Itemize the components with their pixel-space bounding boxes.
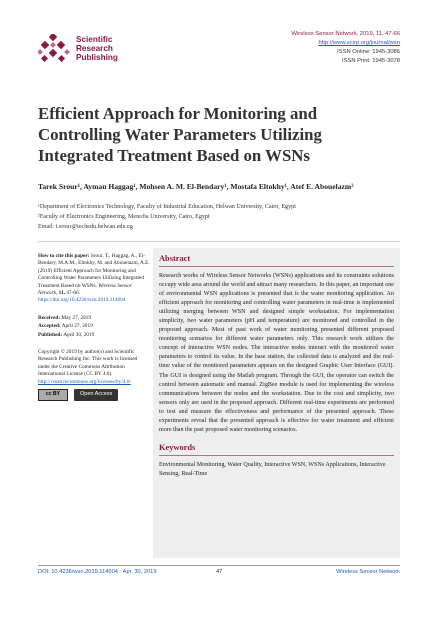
published-row [38, 332, 150, 339]
cc-license-link[interactable]: http://creativecommons.org/licenses/by/4.0/ [38, 378, 131, 385]
abstract-divider [159, 266, 394, 267]
journal-meta [292, 30, 400, 66]
title-line-2: Controlling Water Parameters Utilizing [38, 125, 322, 144]
title-line-1: Efficient Approach for Monitoring and [38, 104, 318, 123]
footer-doi[interactable]: DOI: 10.4236/wsn.2019.114004 [38, 569, 118, 575]
cite-text: Srour, T., Haggag, A., El-Bendary, M.A.M., Eltokhy, M. and Abouelazm, A.E. (2019) Efficient Approach for Monitoring and Controlling Water Parameters Utilizing Integrated Treatment Based on WSNs. [38, 253, 150, 289]
keywords-divider [159, 455, 394, 456]
affiliations [38, 202, 398, 232]
cite-pages: 47-66. [66, 290, 80, 297]
abstract-box [153, 248, 400, 558]
footer-divider [38, 565, 400, 566]
author-list: Tarek Srour¹, Ayman Haggag¹, Mohsen A. M. El-Bendary¹, Mostafa Eltokhy¹, Atef E. Abouelazm² [38, 182, 354, 191]
affiliation-2: ²Faculty of Electronics Engineering, Menofia University, Cairo, Egypt [38, 214, 210, 220]
cite-doi-link[interactable]: https://doi.org/10.4236/wsn.2019.114004 [38, 297, 126, 304]
publisher-line-3: Publishing [76, 53, 118, 63]
publisher-logo[interactable] [38, 30, 168, 70]
header-divider [38, 241, 400, 242]
accepted-date: April 27, 2019 [61, 323, 93, 330]
issn-print: ISSN Print: 1945-3078 [341, 58, 400, 64]
published-label: Published: [38, 331, 63, 338]
cc-by-badge-icon[interactable]: cc BY [38, 389, 68, 401]
cite-journal: Wireless Sensor Network, [38, 282, 132, 297]
page-number: 47 [216, 569, 223, 575]
affiliation-1: ¹Department of Electronics Technology, Faculty of Industrial Education, Helwan University, Cairo, Egypt [38, 204, 296, 210]
title-line-3: Integrated Treatment Based on WSNs [38, 146, 310, 165]
publisher-line-2: Research [76, 44, 113, 54]
publisher-line-1: Scientific [76, 35, 113, 44]
license-badges [38, 389, 150, 401]
open-access-badge[interactable]: Open Access [74, 389, 118, 401]
copyright-text: Copyright © 2019 by author(s) and Scientific Research Publishing Inc. This work is licensed under the Creative Commons Attribution International License (CC BY 4.0). [38, 349, 138, 378]
article-info-sidebar [38, 253, 150, 411]
keywords-text: Environmental Monitoring, Water Quality, Interactive WSN, WSNs Applications, Interactive Sensing, Real-Time [159, 461, 386, 477]
footer-date: Apr. 30, 2019 [122, 569, 157, 575]
citation-block [38, 253, 150, 305]
cite-label: How to cite this paper: [38, 253, 90, 259]
received-date: May 27, 2019 [61, 314, 91, 321]
received-label: Received: [38, 314, 61, 321]
published-date: April 30, 2019 [63, 331, 95, 338]
issn-online: ISSN Online: 1945-3086 [337, 49, 400, 55]
scirp-logo-icon [38, 34, 70, 64]
journal-url-link[interactable]: http://www.scirp.org/journal/wsn [318, 40, 400, 46]
publisher-name [76, 35, 118, 63]
footer-journal: Wireless Sensor Network [336, 569, 400, 575]
accepted-label: Accepted: [38, 323, 61, 330]
abstract-text: Research works of Wireless Sensor Networks (WSNs) applications and its constraints solutions occupy wide area around the world and attract many researchers. In this paper, an important one of environmental WSN applications is presented that is the water monitoring application. An efficient approach for monitoring and controlling water parameters in real-time is implemented utilizing merging between WSN and designed simple workstation. For implementation simplicity, two water parameters (pH and temperature) are monitored and controlled in the proposed approach. Most of past work of water monitoring presented different proposed monitoring scenarios for different water parameters only. This research work utilizes the concept of interactive WSN nodes. The interactive nodes interact with the monitored water parameters to control its value. In the base station, the collected data is analyzed and the real-time value of the monitored parameters appears on the designed Graphic User Interface (GUI). The GUI is designed using the Matlab program. Through the GUI, the operator can switch the control between automatic and manual. ZigBee module is used for implementing the wireless communications between the nodes and the workstation. Due to the cost and simplicity, two sensors only are used in the proposed approach. Different real-time experiments are performed to test and measure the effectiveness and performance of the presented approach. These experiments reveal that the presented approach is effective for water treatment and efficient more than the past proposed water monitoring scenarios. [159, 273, 394, 433]
corresponding-email[interactable]: Email: t.srour@techedu.helwan.edu.eg [38, 224, 133, 230]
footer-doi-date [38, 569, 157, 575]
page-header [38, 30, 400, 70]
abstract-heading: Abstract [159, 254, 191, 263]
keywords-heading: Keywords [159, 442, 196, 452]
accepted-row [38, 323, 150, 330]
dates-block [38, 315, 150, 339]
copyright-block [38, 349, 150, 401]
paper-title [38, 103, 398, 166]
journal-citation-line: Wireless Sensor Network, 2019, 11, 47-66 [291, 31, 400, 37]
received-row [38, 315, 150, 322]
cite-volume: 11, [58, 290, 65, 297]
